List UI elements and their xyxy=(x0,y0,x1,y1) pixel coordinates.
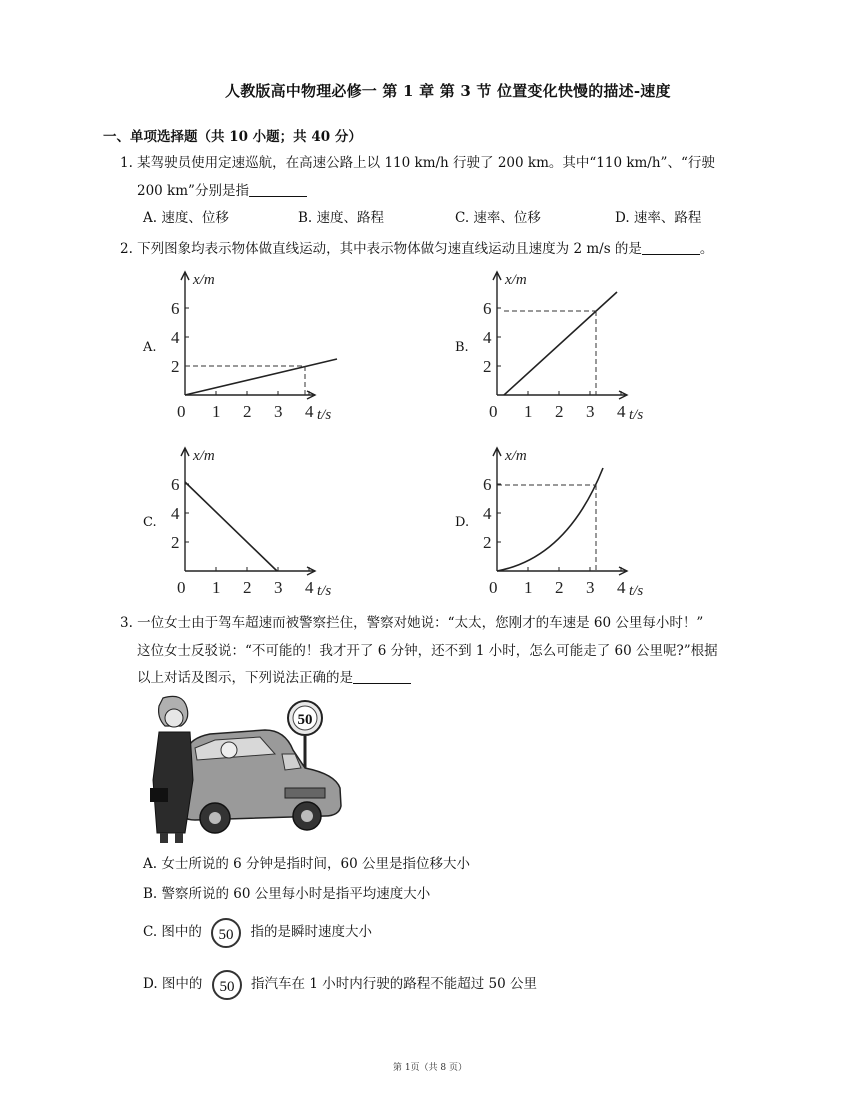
q1-option-c: C. 速率、位移 xyxy=(455,210,541,226)
x-axis-label: t/s xyxy=(629,407,644,422)
x-tick-label: 0 xyxy=(177,578,186,597)
x-tick-label: 3 xyxy=(586,402,595,421)
y-tick-label: 4 xyxy=(171,328,180,347)
sign-number: 50 xyxy=(218,926,234,943)
question-3-line-1: 3. 一位女士由于驾车超速而被警察拦住，警察对她说：“太太，您刚才的车速是 60 公里每小时！” xyxy=(120,615,704,631)
q1-option-d: D. 速率、路程 xyxy=(615,210,702,226)
q1-option-b: B. 速度、路程 xyxy=(298,210,385,226)
answer-blank xyxy=(249,182,307,197)
q3-option-c-suffix: 指的是瞬时速度大小 xyxy=(250,924,373,940)
x-tick-label: 3 xyxy=(274,402,283,421)
y-axis-label: x/m xyxy=(505,448,527,464)
x-tick-label: 2 xyxy=(243,578,252,597)
question-3-line-3-text: 以上对话及图示，下列说法正确的是 xyxy=(137,670,353,686)
x-tick-label: 2 xyxy=(243,402,252,421)
graph-label-d: D. xyxy=(455,515,470,530)
car-icon xyxy=(180,730,341,833)
question-3-line-2: 这位女士反驳说：“不可能的！我才开了 6 分钟，还不到 1 小时，怎么可能走了 60 公里呢?”根据 xyxy=(137,643,718,659)
car-police-illustration xyxy=(135,688,345,848)
y-tick-label: 2 xyxy=(483,357,492,376)
y-tick-label: 2 xyxy=(171,533,180,552)
y-axis-label: x/m xyxy=(193,272,215,288)
question-2-period: 。 xyxy=(699,241,714,257)
sign-number: 50 xyxy=(297,712,313,728)
page-footer: 第 1页（共 8 页） xyxy=(392,1063,468,1073)
x-tick-label: 4 xyxy=(305,402,314,421)
x-tick-label: 0 xyxy=(489,578,498,597)
graph-b xyxy=(477,262,677,422)
sign-number: 50 xyxy=(219,978,235,995)
x-tick-label: 1 xyxy=(212,402,221,421)
x-axis-label: t/s xyxy=(629,583,644,598)
graph-b-line xyxy=(504,292,617,395)
answer-blank xyxy=(353,669,411,684)
graph-b-axes xyxy=(483,272,643,422)
speed-limit-50-icon xyxy=(209,969,245,1001)
x-tick-label: 2 xyxy=(555,578,564,597)
graph-label-c: C. xyxy=(143,515,157,530)
y-tick-label: 2 xyxy=(171,357,180,376)
graph-label-b: B. xyxy=(455,340,469,355)
graph-label-a: A. xyxy=(143,340,157,355)
y-tick-label: 2 xyxy=(483,533,492,552)
question-2-stem xyxy=(120,238,713,260)
x-axis-label: t/s xyxy=(317,583,332,598)
q3-option-c xyxy=(143,916,372,949)
graph-c-axes xyxy=(171,448,331,598)
y-tick-label: 4 xyxy=(483,328,492,347)
x-tick-label: 4 xyxy=(617,402,626,421)
graph-c-line xyxy=(185,482,277,571)
question-1-line-2 xyxy=(137,180,307,202)
question-2-text: 2. 下列图象均表示物体做直线运动，其中表示物体做匀速直线运动且速度为 2 m/s 的是 xyxy=(120,241,642,257)
graph-a-line xyxy=(185,359,337,395)
question-3-line-3 xyxy=(137,667,411,689)
y-tick-label: 6 xyxy=(483,475,492,494)
woman-figure-icon xyxy=(150,696,193,843)
x-tick-label: 2 xyxy=(555,402,564,421)
question-1-line-2-text: 200 km”分别是指 xyxy=(137,183,249,199)
q3-option-d-suffix: 指汽车在 1 小时内行驶的路程不能超过 50 公里 xyxy=(251,976,537,992)
speed-limit-50-icon xyxy=(208,917,244,949)
q3-option-d-prefix: D. 图中的 xyxy=(143,976,203,992)
q3-option-a: A. 女士所说的 6 分钟是指时间，60 公里是指位移大小 xyxy=(143,856,470,872)
y-axis-label: x/m xyxy=(193,448,215,464)
q3-option-b: B. 警察所说的 60 公里每小时是指平均速度大小 xyxy=(143,886,431,902)
graph-a-axes xyxy=(171,272,331,422)
question-1-line-1: 1. 某驾驶员使用定速巡航，在高速公路上以 110 km/h 行驶了 200 km。其中“110 km/h”、“行驶 xyxy=(120,155,715,171)
q1-option-a: A. 速度、位移 xyxy=(143,210,229,226)
graph-d xyxy=(477,438,677,598)
y-tick-label: 4 xyxy=(171,504,180,523)
graph-a xyxy=(165,262,365,422)
x-axis-label: t/s xyxy=(317,407,332,422)
x-tick-label: 4 xyxy=(305,578,314,597)
answer-blank xyxy=(642,240,700,255)
x-tick-label: 1 xyxy=(524,578,533,597)
y-axis-label: x/m xyxy=(505,272,527,288)
section-heading: 一、单项选择题（共 10 小题；共 40 分） xyxy=(103,129,362,145)
y-tick-label: 6 xyxy=(171,475,180,494)
x-tick-label: 1 xyxy=(212,578,221,597)
x-tick-label: 3 xyxy=(586,578,595,597)
x-tick-label: 0 xyxy=(489,402,498,421)
graph-c xyxy=(165,438,365,598)
x-tick-label: 3 xyxy=(274,578,283,597)
y-tick-label: 4 xyxy=(483,504,492,523)
y-tick-label: 6 xyxy=(483,299,492,318)
y-tick-label: 6 xyxy=(171,299,180,318)
x-tick-label: 1 xyxy=(524,402,533,421)
x-tick-label: 4 xyxy=(617,578,626,597)
q3-option-c-prefix: C. 图中的 xyxy=(143,924,202,940)
graph-d-axes xyxy=(483,448,643,598)
x-tick-label: 0 xyxy=(177,402,186,421)
graph-d-curve xyxy=(497,468,603,571)
page-title: 人教版高中物理必修一 第 1 章 第 3 节 位置变化快慢的描述-速度 xyxy=(225,82,671,100)
q3-option-d xyxy=(143,968,537,1001)
